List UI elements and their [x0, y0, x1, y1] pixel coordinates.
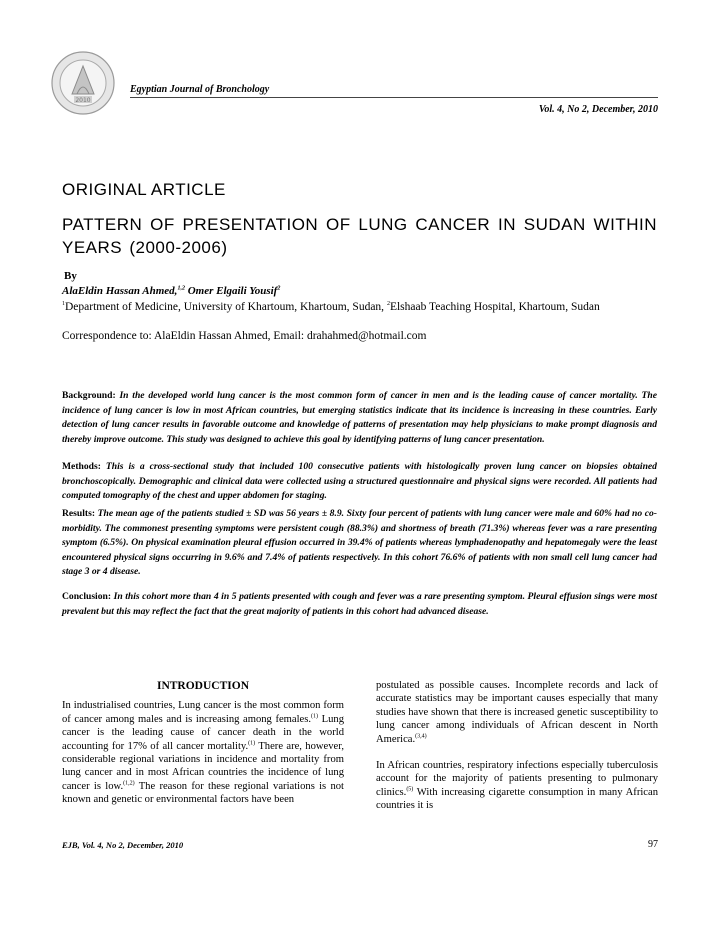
- body-right-column: [376, 679, 658, 813]
- journal-name: Egyptian Journal of Bronchology: [130, 84, 270, 95]
- abstract-conclusion: [62, 590, 657, 619]
- authors: [62, 285, 280, 297]
- background-text: In the developed world lung cancer is the most common form of cancer in men and is the leading cause of cancer mortality. The incidence of lung cancer is low in most African countries, but emerging statistics indicate that its incidence is increasing in these countries. Early detection of lung cancer results in favorable outcome and knowledge of patterns of presentation may help physicians to make prompt diagnosis and thereby improve outcome. This study was designed to achieve this goal by identifying patterns of lung cancer presentation.: [62, 390, 657, 445]
- correspondence: Correspondence to: AlaEldin Hassan Ahmed, Email: drahahmed@hotmail.com: [62, 330, 427, 342]
- introduction-paragraph: In industrialised countries, Lung cancer is the most common form of cancer among males and is increasing among females.$^{(1)}$ Lung cancer is the leading cause of cancer death in the world accounting for 17% of all cancer mortality.$^{(1)}$ There are, however, considerable regional variations in incidence and mortality from lung cancer and in most African countries the incidence of lung cancer is low.$^{(1,2)}$ The reason for these regional variations is not known and genetic or environmental factors have been: [62, 700, 344, 806]
- affiliation-2-mark: 2: [386, 301, 390, 308]
- svg-text:2010: 2010: [75, 97, 91, 104]
- abstract-background: [62, 389, 657, 447]
- citation-4: (3,4): [415, 733, 427, 740]
- affiliation-1-mark: 1: [62, 301, 65, 308]
- footer-citation: EJB, Vol. 4, No 2, December, 2010: [62, 840, 184, 850]
- journal-seal-logo: [50, 50, 116, 116]
- introduction-heading: INTRODUCTION: [156, 680, 249, 692]
- background-label: Background:: [62, 390, 116, 401]
- author-2-affiliation-mark: 2: [277, 285, 281, 292]
- section-label: ORIGINAL ARTICLE: [62, 180, 226, 199]
- right-paragraph-1: postulated as possible causes. Incomplete records and lack of accurate statistics may be important causes especially that many studies have shown that there is increased genetic susceptibility to lung cancer among individuals of African descent in North America.$^{(3,4)}$: [376, 680, 658, 745]
- citation-5: (5): [406, 786, 414, 793]
- by-label: By: [64, 270, 77, 282]
- affiliations: [62, 301, 600, 313]
- citation-2: (1): [248, 740, 256, 747]
- body-left-column: [62, 680, 344, 807]
- volume-info: Vol. 4, No 2, December, 2010: [538, 104, 658, 115]
- citation-3: (1,2): [123, 780, 135, 787]
- header-rule: [130, 97, 658, 98]
- page-number: 97: [648, 839, 658, 850]
- citation-1: (1): [311, 713, 319, 720]
- abstract-methods: [62, 460, 657, 504]
- results-text: The mean age of the patients studied ± SD was 56 years ± 8.9. Sixty four percent of patients with lung cancer were male and 60% had no co-morbidity. The commonest presenting symptoms were persistent cough (88.3%) and shortness of breath (71.3%) whereas fever was a rare presenting symptom (6.5%). On physical examination pleural effusion occurred in 39.4% of patients whereas lymphadenopathy and hepatomegaly were the least encountered physical signs occurring in 9.6% and 7.4% of patients respectively. In this cohort 76.6% of patients with non small cell lung cancer had stage 3 or 4 disease.: [62, 508, 658, 578]
- affiliation-1: Department of Medicine, University of Khartoum, Khartoum, Sudan,: [65, 301, 387, 313]
- author-2: Omer Elgaili Yousif: [184, 285, 278, 297]
- conclusion-text: In this cohort more than 4 in 5 patients presented with cough and fever was a rare presenting symptom. Pleural effusion sings were most prevalent but this may reflect the fact that the great majority of patients in this cohort had advanced disease.: [62, 591, 657, 617]
- author-1-affiliation-mark: 1,2: [177, 285, 185, 292]
- results-label: Results:: [62, 508, 96, 519]
- author-1: AlaEldin Hassan Ahmed,: [62, 285, 178, 297]
- methods-label: Methods:: [62, 461, 101, 472]
- article-title: PATTERN OF PRESENTATION OF LUNG CANCER IN SUDAN WITHIN YEARS (2000-2006): [62, 215, 657, 257]
- abstract-results: [62, 507, 657, 580]
- methods-text: This is a cross-sectional study that included 100 consecutive patients with histologically proven lung cancer on biopsies obtained bronchoscopically. Demographic and clinical data were collected using a structured questionnaire and physical signs were recorded. All patients had computed tomography of the chest and upper abdomen for staging.: [62, 461, 657, 502]
- conclusion-label: Conclusion:: [62, 591, 112, 602]
- affiliation-2: Elshaab Teaching Hospital, Khartoum, Sudan: [389, 301, 600, 313]
- right-paragraph-2: In African countries, respiratory infections especially tuberculosis account for the majority of patients presenting to pulmonary clinics.$^{(5)}$ With increasing cigarette consumption in many African countries it is: [376, 760, 658, 812]
